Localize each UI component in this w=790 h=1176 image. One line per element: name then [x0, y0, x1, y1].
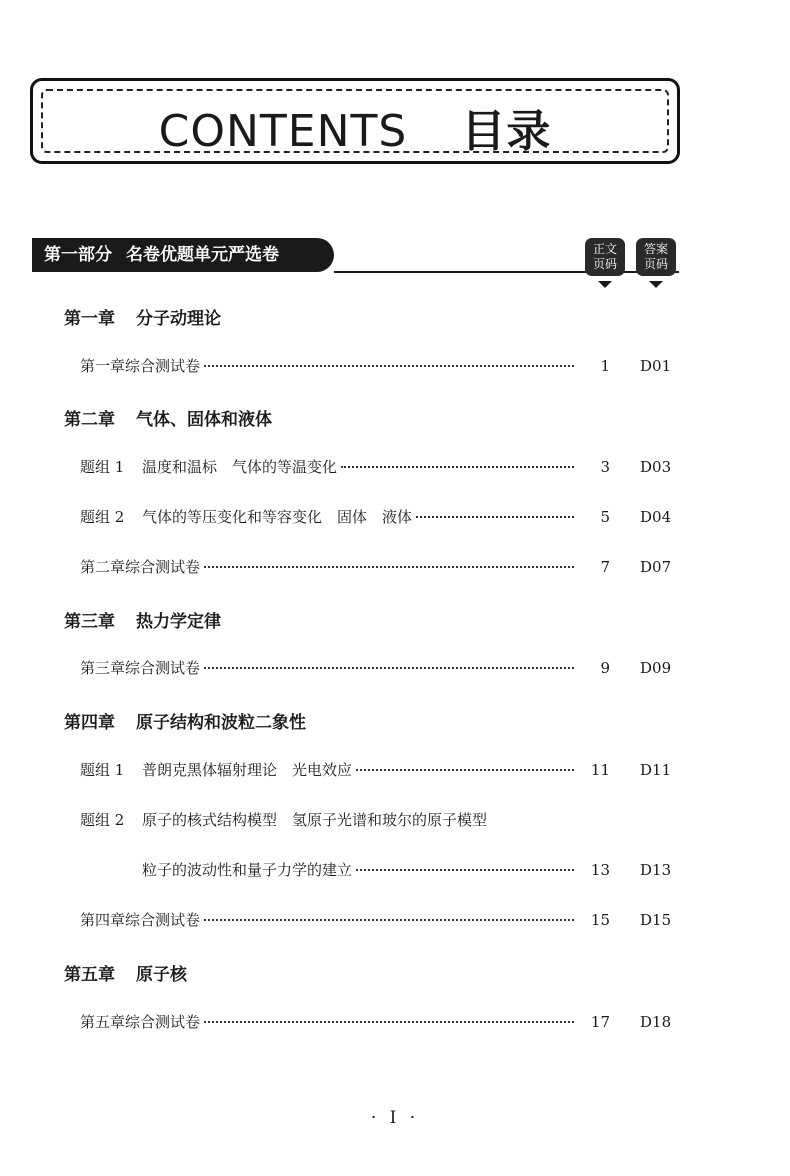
chapter-heading	[64, 405, 272, 430]
leader-dots	[204, 1020, 574, 1023]
entry-page: 15	[590, 911, 610, 929]
chapter-number: 第五章	[64, 965, 115, 985]
entry-text: 第四章综合测试卷	[80, 911, 201, 929]
chapter-heading	[64, 304, 221, 329]
title-zh: 目录	[461, 106, 552, 157]
entry-page: 1	[600, 357, 610, 375]
chapter-title: 分子动理论	[136, 309, 221, 329]
entry-text: 粒子的波动性和量子力学的建立	[142, 861, 353, 879]
toc-entry[interactable]	[80, 457, 578, 477]
entry-answer-page: D01	[640, 357, 672, 375]
chapter-number: 第二章	[64, 410, 115, 430]
part-label: 第一部分	[44, 245, 112, 265]
leader-dots	[204, 565, 574, 568]
toc-entry-continued[interactable]	[142, 860, 578, 880]
entry-page: 9	[600, 659, 610, 677]
chapter-title: 原子结构和波粒二象性	[136, 713, 306, 733]
toc-entry[interactable]	[80, 810, 578, 830]
entry-group: 题组 2	[80, 508, 125, 526]
leader-dots	[341, 465, 574, 468]
entry-text: 气体的等压变化和等容变化 固体 液体	[142, 508, 413, 526]
part-title: 名卷优题单元严选卷	[126, 245, 279, 265]
chapter-number: 第一章	[64, 309, 115, 329]
entry-answer-page: D04	[640, 508, 672, 526]
entry-page: 17	[590, 1013, 610, 1031]
chapter-title: 热力学定律	[136, 612, 221, 632]
page-number-footer: · I ·	[370, 1108, 420, 1128]
entry-text: 第二章综合测试卷	[80, 558, 201, 576]
entry-answer-page: D18	[640, 1013, 672, 1031]
entry-answer-page: D07	[640, 558, 672, 576]
leader-dots	[356, 868, 574, 871]
entry-page: 11	[590, 761, 610, 779]
entry-text: 温度和温标 气体的等温变化	[142, 458, 338, 476]
toc-entry[interactable]	[80, 910, 578, 930]
chapter-heading	[64, 607, 221, 632]
chapter-heading	[64, 708, 306, 733]
chapter-number: 第四章	[64, 713, 115, 733]
toc-entry[interactable]	[80, 658, 578, 678]
entry-answer-page: D09	[640, 659, 672, 677]
arrow-down-icon	[598, 281, 612, 288]
leader-dots	[416, 515, 574, 518]
entry-text: 第一章综合测试卷	[80, 357, 201, 375]
chapter-heading	[64, 960, 187, 985]
entry-group: 题组 2	[80, 811, 125, 829]
entry-text: 第五章综合测试卷	[80, 1013, 201, 1031]
chapter-number: 第三章	[64, 612, 115, 632]
leader-dots	[204, 666, 574, 669]
entry-page: 7	[600, 558, 610, 576]
leader-dots	[204, 918, 574, 921]
entry-answer-page: D15	[640, 911, 672, 929]
toc-entry[interactable]	[80, 1012, 578, 1032]
toc-entry[interactable]	[80, 760, 578, 780]
arrow-down-icon	[649, 281, 663, 288]
chapter-title: 原子核	[136, 965, 187, 985]
leader-dots	[356, 768, 574, 771]
badge-line: 页码	[592, 257, 617, 271]
entry-text: 普朗克黑体辐射理论 光电效应	[142, 761, 353, 779]
entry-text: 原子的核式结构模型 氢原子光谱和玻尔的原子模型	[142, 811, 488, 829]
entry-group: 题组 1	[80, 761, 125, 779]
title-en: CONTENTS	[158, 106, 408, 157]
entry-answer-page: D03	[640, 458, 672, 476]
toc-entry[interactable]	[80, 507, 578, 527]
entry-group: 题组 1	[80, 458, 125, 476]
entry-page: 13	[590, 861, 610, 879]
entry-answer-page: D13	[640, 861, 672, 879]
entry-page: 3	[600, 458, 610, 476]
title-box	[30, 78, 680, 164]
page-title	[33, 95, 677, 159]
part-banner	[32, 238, 334, 272]
badge-line: 答案	[643, 242, 668, 256]
entry-answer-page: D11	[640, 761, 672, 779]
entry-text: 第三章综合测试卷	[80, 659, 201, 677]
toc-entry[interactable]	[80, 557, 578, 577]
part-rule	[334, 271, 679, 273]
entry-page: 5	[600, 508, 610, 526]
answer-page-badge	[636, 238, 676, 276]
toc-entry[interactable]	[80, 356, 578, 376]
leader-dots	[204, 364, 574, 367]
chapter-title: 气体、固体和液体	[136, 410, 272, 430]
badge-line: 正文	[592, 242, 617, 256]
body-page-badge	[585, 238, 625, 276]
badge-line: 页码	[643, 257, 668, 271]
